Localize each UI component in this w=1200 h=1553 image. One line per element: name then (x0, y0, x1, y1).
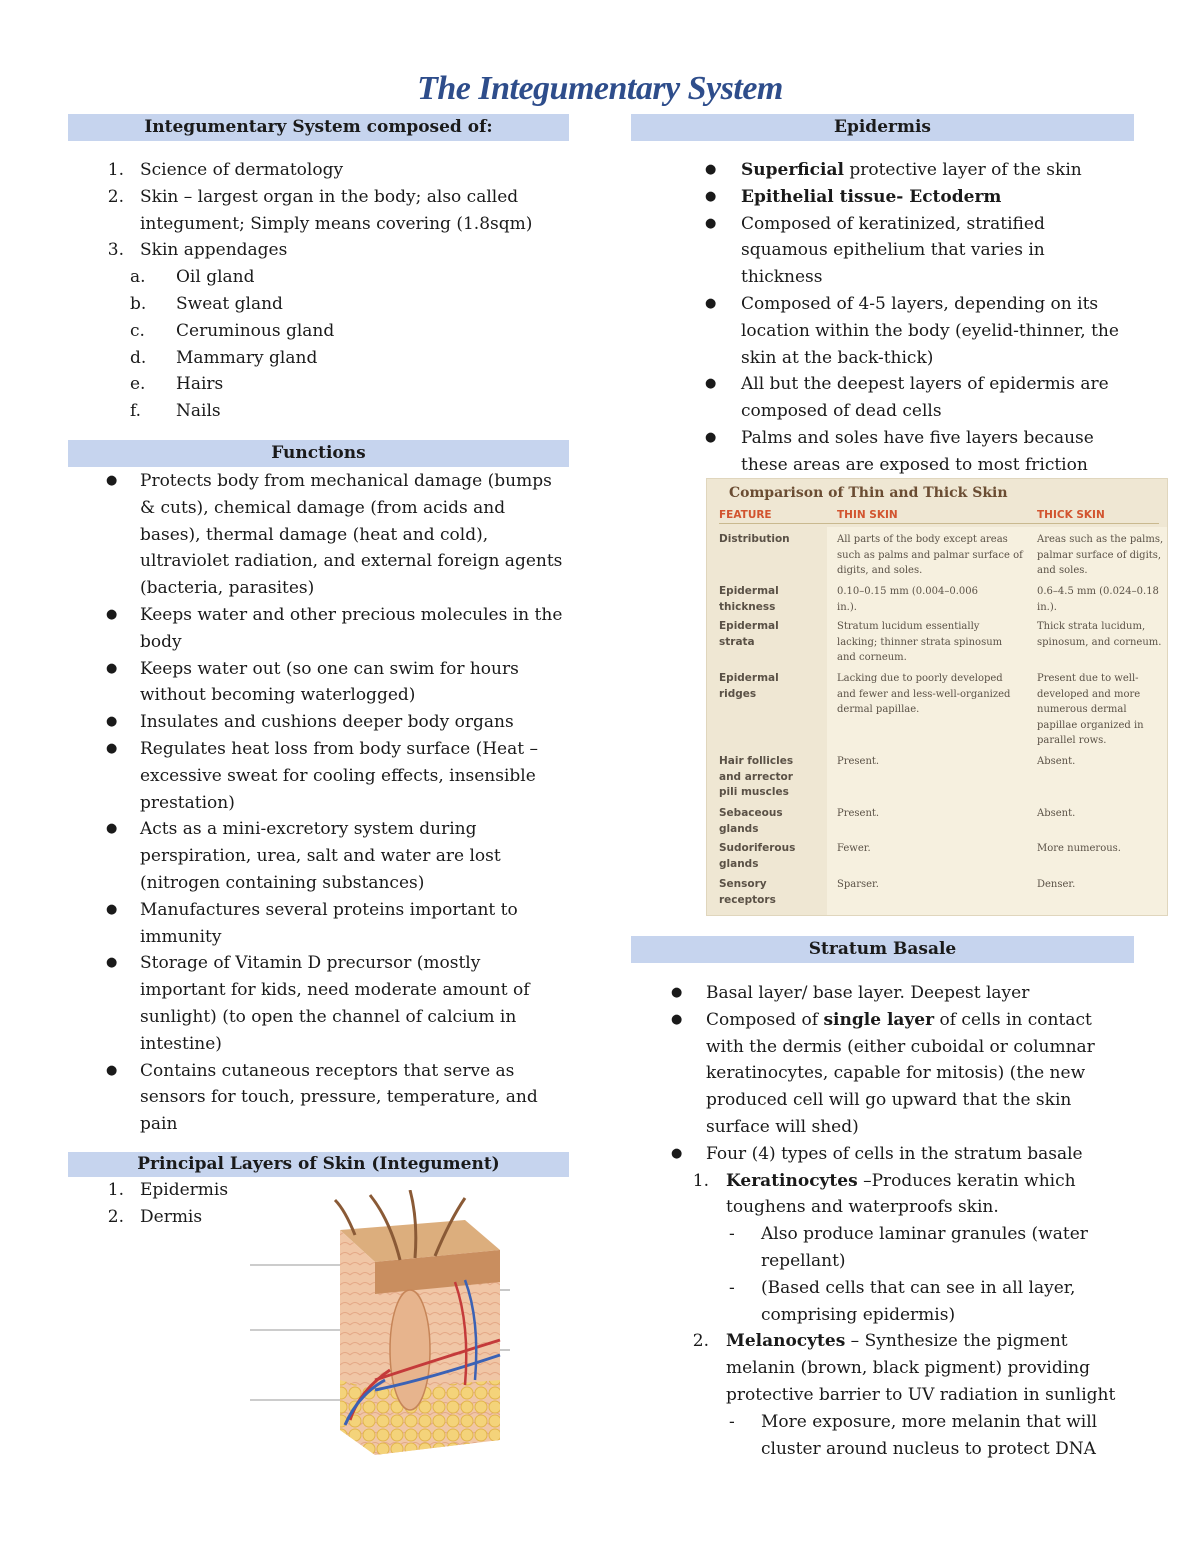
row-thin: Present. (837, 808, 880, 819)
list-item: 2. Skin – largest organ in the body; also called integument; Simply means covering (1.8sqm) (107, 186, 533, 234)
row-feature: Sudoriferous glands (719, 842, 796, 870)
epidermis-list (631, 157, 1134, 479)
skin-diagram-image (250, 1190, 510, 1476)
dash-item: - (Based cells that can see in all layer, comprising epidermis) (729, 1277, 1076, 1325)
row-thick: Absent. (1037, 756, 1076, 767)
sub-list-item: e. Hairs (130, 374, 224, 395)
list-item: ● Composed of 4-5 layers, depending on its location within the body (eyelid-thinner, the skin at the back-thick) (705, 293, 1119, 368)
col-thick: THICK SKIN (1037, 509, 1105, 521)
col-feature: FEATURE (719, 509, 772, 521)
list-item: ● Epithelial tissue- Ectoderm (705, 186, 1002, 207)
composed-header: Integumentary System composed of: (68, 114, 569, 141)
row-thick: Absent. (1037, 808, 1076, 819)
list-item: 3. Skin appendages (107, 240, 288, 261)
table-title: Comparison of Thin and Thick Skin (729, 485, 1008, 501)
list-item: 1. Epidermis (107, 1179, 229, 1200)
sub-list-item: d. Mammary gland (130, 347, 318, 368)
row-feature: Epidermal ridges (719, 672, 779, 700)
row-thick: Thick strata lucidum, spinosum, and corneum. (1037, 621, 1162, 648)
row-feature: Epidermal strata (719, 620, 779, 648)
functions-header: Functions (68, 440, 569, 467)
row-thin: Fewer. (837, 843, 871, 854)
list-item: 2. Dermis (107, 1206, 203, 1227)
list-item: ● Composed of single layer of cells in contact with the dermis (either cuboidal or columnar keratinocytes, capable for mitosis) (the new produced cell will go upward that the skin surface will shed) (671, 1009, 1095, 1137)
list-item: ● Protects body from mechanical damage (bumps & cuts), chemical damage (from acids and bases), thermal damage (heat and cold), ultraviolet radiation, and external foreign agents (bacteria, parasites) (106, 470, 563, 599)
row-thin: 0.10–0.15 mm (0.004–0.006 in.). (837, 586, 979, 613)
list-item: ● Four (4) types of cells in the stratum basale (671, 1143, 1083, 1164)
sub-list-item: f. Nails (130, 401, 221, 422)
list-item: ● Contains cutaneous receptors that serve as sensors for touch, pressure, temperature, and pain (106, 1060, 538, 1135)
row-thick: Denser. (1037, 879, 1076, 890)
dash-item: - Also produce laminar granules (water repellant) (729, 1224, 1088, 1271)
list-item: ● Keeps water out (so one can swim for hours without becoming waterlogged) (106, 658, 519, 706)
row-feature: Epidermal thickness (719, 585, 779, 613)
list-item: ● Manufactures several proteins important to immunity (106, 899, 518, 947)
row-thin: Lacking due to poorly developed and fewer and less-well-organized dermal papillae. (837, 673, 1011, 715)
row-thin: Sparser. (837, 879, 879, 890)
row-thick: Present due to well-developed and more numerous dermal papillae organized in parallel rows. (1037, 673, 1144, 746)
dash-item: - More exposure, more melanin that will cluster around nucleus to protect DNA (729, 1411, 1098, 1459)
epidermis-header: Epidermis (631, 114, 1134, 141)
thin-thick-skin-table (706, 478, 1168, 916)
row-feature: Sensory receptors (719, 878, 776, 906)
row-thin: Present. (837, 756, 880, 767)
basale-list (631, 980, 1134, 1462)
composed-list (68, 157, 569, 425)
row-thick: 0.6–4.5 mm (0.024–0.18 in.). (1037, 586, 1159, 613)
list-item: ● Regulates heat loss from body surface (Heat – excessive sweat for cooling effects, insensible prestation) (106, 738, 538, 813)
sub-list-item: b. Sweat gland (130, 293, 283, 314)
list-item: ● Storage of Vitamin D precursor (mostly important for kids, need moderate amount of sunlight) (to open the channel of calcium in intestine) (106, 953, 530, 1054)
cell-type-item: 2. Melanocytes – Synthesize the pigment melanin (brown, black pigment) providing protective barrier to UV radiation in sunlight (692, 1331, 1116, 1405)
row-thick: More numerous. (1037, 843, 1121, 854)
list-item: ● Composed of keratinized, stratified squamous epithelium that varies in thickness (705, 213, 1045, 288)
list-item: 1. Science of dermatology (107, 160, 344, 180)
page-title: The Integumentary System (417, 70, 783, 107)
row-feature: Distribution (719, 533, 790, 545)
list-item: ● Palms and soles have five layers because these areas are exposed to most friction (705, 427, 1094, 475)
row-feature: Hair follicles and arrector pili muscles (719, 755, 794, 798)
list-item: ● Basal layer/ base layer. Deepest layer (671, 983, 1030, 1003)
list-item: ● Keeps water and other precious molecules in the body (106, 604, 563, 652)
stratum-basale-header: Stratum Basale (631, 936, 1134, 963)
row-thin: All parts of the body except areas such as palms and palmar surface of digits, and soles. (837, 534, 1023, 576)
row-thick: Areas such as the palms, palmar surface of digits, and soles. (1037, 534, 1164, 576)
cell-type-item: 1. Keratinocytes –Produces keratin which toughens and waterproofs skin. (692, 1170, 1076, 1218)
row-feature: Sebaceous glands (719, 807, 783, 835)
list-item: ● Insulates and cushions deeper body organs (106, 712, 514, 733)
sub-list-item: c. Ceruminous gland (130, 320, 335, 341)
functions-list (68, 468, 569, 1138)
list-item: ● Superficial protective layer of the skin (705, 160, 1082, 180)
list-item: ● Acts as a mini-excretory system during perspiration, urea, salt and water are lost (nitrogen containing substances) (106, 819, 501, 893)
col-thin: THIN SKIN (837, 509, 898, 521)
row-thin: Stratum lucidum essentially lacking; thinner strata spinosum and corneum. (837, 621, 1003, 663)
list-item: ● All but the deepest layers of epidermis are composed of dead cells (705, 374, 1109, 422)
left-column (68, 114, 569, 1230)
sub-list-item: a. Oil gland (130, 267, 255, 288)
layers-header: Principal Layers of Skin (Integument) (68, 1152, 569, 1177)
